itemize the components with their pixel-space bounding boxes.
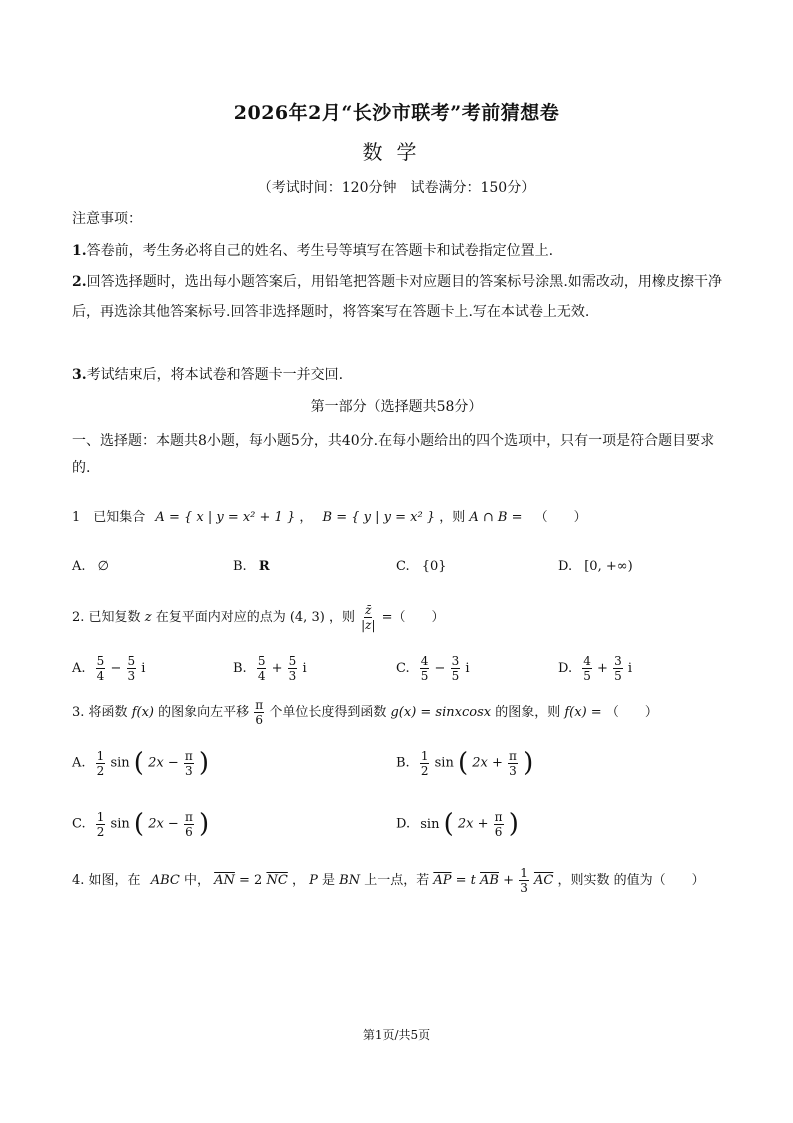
option-value: {0}: [421, 559, 447, 574]
q4-plus: +: [503, 873, 515, 888]
q3-text-d: 的图象，则: [495, 705, 561, 720]
q2-text-a: 2. 已知复数: [72, 610, 141, 625]
inner-expr: 2x +: [472, 755, 503, 771]
frac-den: 4: [96, 669, 105, 683]
q3-gx: g(x) = sinxcosx: [390, 705, 492, 720]
q1-option-c[interactable]: [396, 559, 447, 574]
frac-den: 6: [185, 824, 193, 839]
operator: +: [597, 661, 608, 676]
q1-set-a: A = { x | y = x² + 1 }: [155, 510, 296, 525]
q4-eq: = 2: [239, 873, 263, 888]
option-label: A.: [72, 755, 86, 771]
q4-text-f: ，则实数 的值为（ ）: [557, 873, 705, 888]
exam-time-info: （考试时间：120分钟 试卷满分：150分）: [257, 180, 536, 196]
option-label: C.: [396, 661, 410, 676]
function-name: sin: [434, 755, 454, 771]
frac-num: π: [494, 809, 503, 824]
operator: −: [110, 661, 122, 676]
note-number: 1.: [72, 243, 87, 259]
frac-den: 6: [494, 824, 503, 839]
q4-vec-ap: $\overline{AP}$: [433, 873, 452, 888]
question-1: 1 已知集合 A = { x | y = x² + 1 } ， B = { y | y = x² } ，则 A ∩ B = （ ）: [72, 510, 587, 525]
note-text: 考试结束后，将本试卷和答题卡一并交回.: [86, 367, 344, 383]
q3-text-a: 3. 将函数: [72, 705, 128, 720]
function-name: sin: [110, 755, 130, 771]
part-one-title: 第一部分（选择题共58分）: [310, 399, 483, 415]
q2-text-b: 在复平面内对应的点为: [155, 610, 286, 625]
frac-num: 5: [257, 654, 266, 668]
frac-den: 4: [257, 669, 266, 683]
option-label: A.: [72, 559, 86, 574]
q1-blank: （ ）: [534, 510, 587, 525]
q2-blank: =（ ）: [381, 610, 445, 625]
option-label: A.: [72, 661, 86, 676]
frac-num: 5: [288, 654, 297, 668]
option-label: D.: [558, 559, 573, 574]
exam-title: 2026年2月“长沙市联考”考前猜想卷: [233, 102, 560, 124]
option-label: D.: [558, 661, 573, 676]
q4-text-d: 是: [321, 873, 335, 888]
q2-option-b[interactable]: [233, 654, 307, 683]
q4-vec-ab: $\overline{AB}$: [480, 873, 499, 888]
q3-text-b: 的图象向左平移: [158, 705, 250, 720]
q2-var: z: [144, 610, 152, 625]
q3-blank: （ ）: [605, 705, 658, 720]
frac-den: 2: [96, 824, 105, 839]
frac-den: 3: [127, 669, 136, 683]
frac-num: 1: [96, 809, 105, 824]
note-number: 3.: [72, 367, 87, 383]
q3-option-a[interactable]: A. $\frac{1}{2}$ sin ( 2x − $\frac{\pi}{3}$ ): [72, 748, 210, 778]
q4-vec-ac: $\overline{AC}$: [533, 873, 554, 888]
q2-frac-num: z̄: [365, 603, 372, 617]
question-3: [72, 698, 658, 727]
note-item-1: [72, 236, 553, 266]
option-value: R: [258, 559, 270, 574]
frac-num: 4: [420, 654, 429, 668]
frac-num: 5: [96, 654, 105, 668]
imag-unit: i: [302, 661, 307, 676]
q2-option-c[interactable]: [396, 654, 470, 683]
inner-expr: 2x −: [148, 816, 179, 832]
operator: −: [434, 661, 446, 676]
q3-fx2: f(x) =: [564, 705, 602, 720]
option-value: ∅: [97, 559, 109, 574]
frac-num: 4: [583, 654, 591, 668]
note-item-2: [72, 267, 722, 327]
q1-prefix: 1 已知集合: [72, 510, 146, 525]
q4-vec-an: $\overline{AN}$: [214, 873, 235, 888]
page-number: 第1页/共5页: [362, 1028, 431, 1042]
operator: +: [271, 661, 283, 676]
option-value: [0, +∞): [584, 559, 633, 574]
frac-num: π: [255, 698, 264, 712]
subject-title: 数学: [362, 140, 431, 164]
frac-den: 3: [288, 669, 297, 683]
q2-option-d[interactable]: [558, 654, 632, 683]
q3-option-c[interactable]: C. $\frac{1}{2}$ sin ( 2x − $\frac{\pi}{6}$ ): [72, 809, 210, 839]
frac-den: 3: [509, 763, 517, 778]
q4-vec-nc: $\overline{NC}$: [266, 873, 288, 888]
q2-fraction: [360, 603, 376, 632]
section-instructions: 一、选择题：本题共8小题，每小题5分，共40分.在每小题给出的四个选项中，只有一项是符合题目要求的.: [72, 433, 715, 476]
question-2: [72, 603, 445, 632]
option-label: B.: [233, 661, 247, 676]
frac-num: π: [184, 809, 193, 824]
imag-unit: i: [465, 661, 470, 676]
option-label: C.: [72, 816, 86, 832]
q4-eq2: = t: [455, 873, 476, 888]
function-name: sin: [420, 816, 440, 832]
frac-num: 1: [420, 748, 429, 763]
note-number: 2.: [72, 274, 87, 290]
frac-den: 2: [420, 763, 429, 778]
q3-option-d[interactable]: D. sin ( 2x + $\frac{\pi}{6}$ ): [396, 809, 519, 839]
q2-option-a[interactable]: [72, 654, 145, 683]
option-label: B.: [233, 559, 247, 574]
q1-ask: ，则: [439, 510, 466, 525]
frac-den: 5: [451, 669, 460, 683]
frac-num: 5: [127, 654, 136, 668]
question-4: [72, 866, 705, 895]
q3-text-c: 个单位长度得到函数: [269, 705, 387, 720]
q4-text-c: ，: [291, 873, 305, 888]
frac-num: 1: [520, 866, 528, 880]
frac-den: 3: [185, 763, 193, 778]
function-name: sin: [110, 816, 130, 832]
option-label: D.: [396, 816, 411, 832]
note-text: 答卷前，考生务必将自己的姓名、考生号等填写在答题卡和试卷指定位置上.: [86, 243, 554, 259]
q2-frac-den: |z|: [361, 618, 376, 632]
option-label: C.: [396, 559, 410, 574]
frac-num: 3: [451, 654, 460, 668]
q1-option-d[interactable]: [558, 559, 633, 574]
note-text: 回答选择题时，选出每小题答案后，用铅笔把答题卡对应题目的答案标号涂黑.如需改动，用橡皮擦干净后，再选涂其他答案标号.回答非选择题时，将答案写在答题卡上.写在本试卷上无效.: [72, 274, 722, 320]
imag-unit: i: [627, 661, 633, 676]
q4-text-e: 上一点，若: [364, 873, 430, 888]
frac-den: 5: [614, 669, 622, 683]
frac-den: 6: [255, 713, 264, 727]
q4-text-b: 中，: [183, 873, 210, 888]
q1-expr: A ∩ B =: [469, 510, 523, 525]
q4-point-p: P: [309, 873, 318, 888]
frac-num: π: [509, 748, 517, 763]
q4-segment-bn: BN: [339, 873, 361, 888]
frac-den: 3: [520, 881, 528, 895]
q4-triangle: ABC: [150, 873, 180, 888]
frac-den: 5: [420, 669, 429, 683]
frac-num: 3: [614, 654, 622, 668]
inner-expr: 2x +: [457, 816, 489, 832]
q1-option-a[interactable]: [72, 559, 109, 574]
frac-den: 2: [96, 763, 105, 778]
q2-point: (4, 3): [289, 610, 325, 625]
q2-text-c: ，则: [328, 610, 355, 625]
note-item-3: [72, 360, 343, 390]
q1-option-b[interactable]: [233, 559, 270, 574]
imag-unit: i: [141, 661, 146, 676]
q1-set-b: B = { y | y = x² }: [322, 510, 436, 525]
frac-num: π: [184, 748, 193, 763]
q3-fx: f(x): [131, 705, 154, 720]
option-label: B.: [396, 755, 410, 771]
inner-expr: 2x −: [148, 755, 179, 771]
frac-den: 5: [583, 669, 591, 683]
q4-text-a: 4. 如图，在: [72, 873, 141, 888]
q3-option-b[interactable]: B. $\frac{1}{2}$ sin ( 2x + $\frac{\pi}{3}$ ): [396, 748, 534, 778]
notes-heading: 注意事项：: [72, 211, 142, 227]
frac-num: 1: [96, 748, 105, 763]
